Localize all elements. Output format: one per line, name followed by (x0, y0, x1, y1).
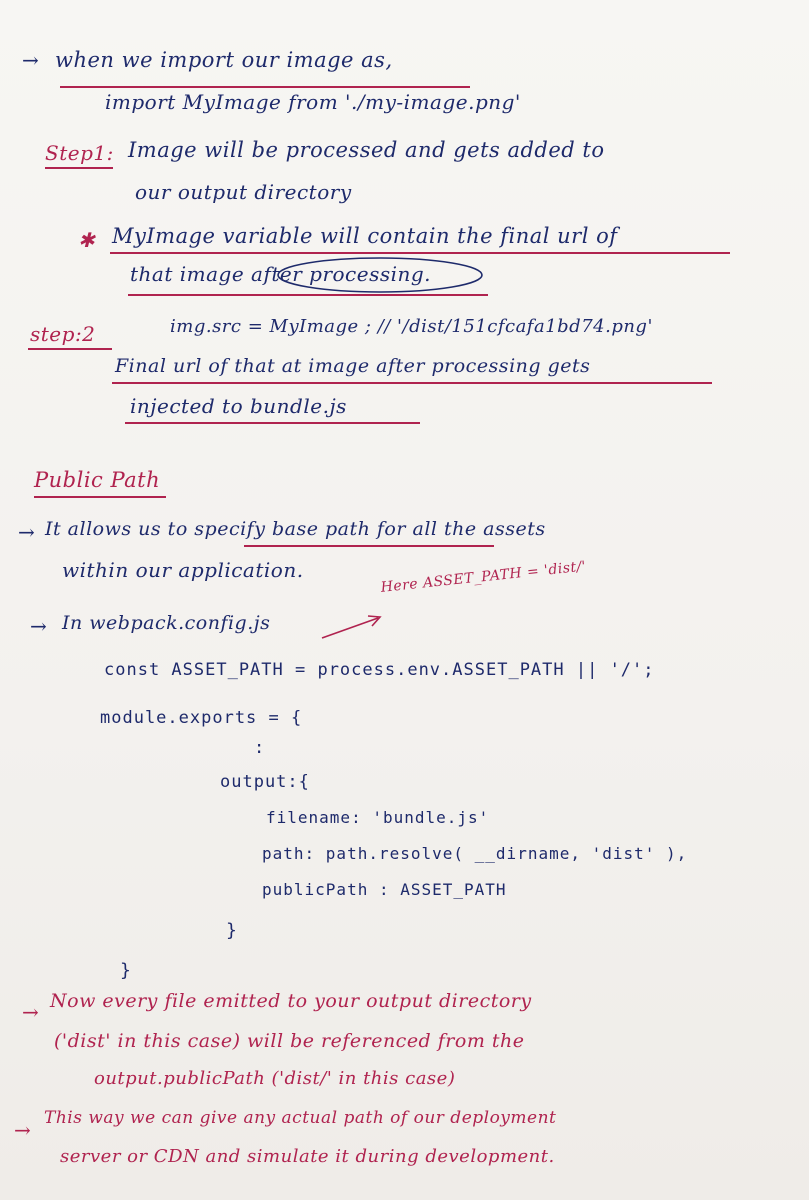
arrow-icon: → (18, 520, 36, 544)
annotation-arrow (322, 618, 378, 638)
public-path-desc-2: within our application. (62, 558, 304, 582)
arrow-icon: → (22, 1000, 40, 1024)
import-statement: import MyImage from './my-image.png' (105, 90, 521, 114)
asset-path-annotation: Here ASSET_PATH = 'dist/' (380, 558, 587, 596)
star-text: MyImage variable will contain the final url of (112, 224, 618, 248)
step2-code: img.src = MyImage ; // '/dist/151cfcafa1bd74.png' (170, 316, 653, 337)
code-close-brace: } (120, 960, 132, 981)
step2-text-2: injected to bundle.js (130, 394, 347, 418)
code-const-line: const ASSET_PATH = process.env.ASSET_PATH || '/'; (104, 660, 655, 680)
now-every-file-text-2: ('dist' in this case) will be referenced from the (54, 1030, 525, 1052)
now-every-file-text-3: output.publicPath ('dist/' in this case) (94, 1068, 456, 1089)
arrow-icon: → (14, 1118, 32, 1142)
code-filename-line: filename: 'bundle.js' (266, 808, 490, 827)
arrow-icon: → (22, 48, 40, 72)
step2-text: Final url of that at image after processing gets (115, 355, 591, 377)
public-path-desc: It allows us to specify base path for all the assets (45, 518, 546, 540)
code-publicpath-line: publicPath : ASSET_PATH (262, 880, 507, 899)
code-output-line: output:{ (220, 772, 310, 792)
circle-annotation (278, 258, 482, 292)
step2-label: step:2 (30, 322, 96, 346)
step1-text: Image will be processed and gets added to (128, 138, 605, 162)
code-module-line: module.exports = { (100, 708, 303, 728)
this-way-text: This way we can give any actual path of our deployment (44, 1108, 557, 1128)
star-text-2: that image after processing. (130, 262, 432, 286)
code-path-line: path: path.resolve( __dirname, 'dist' ), (262, 844, 688, 863)
intro-text: when we import our image as, (55, 48, 393, 72)
code-ellipsis: : (254, 738, 266, 758)
step1-text-2: our output directory (135, 180, 352, 204)
step1-label: Step1: (45, 141, 114, 165)
public-path-heading: Public Path (34, 468, 161, 492)
this-way-text-2: server or CDN and simulate it during development. (60, 1146, 555, 1167)
code-close-brace: } (226, 920, 238, 941)
now-every-file-text: Now every file emitted to your output directory (50, 990, 532, 1012)
arrow-icon: → (30, 614, 48, 638)
webpack-config-label: In webpack.config.js (62, 612, 271, 634)
star-icon: ✱ (78, 228, 96, 252)
